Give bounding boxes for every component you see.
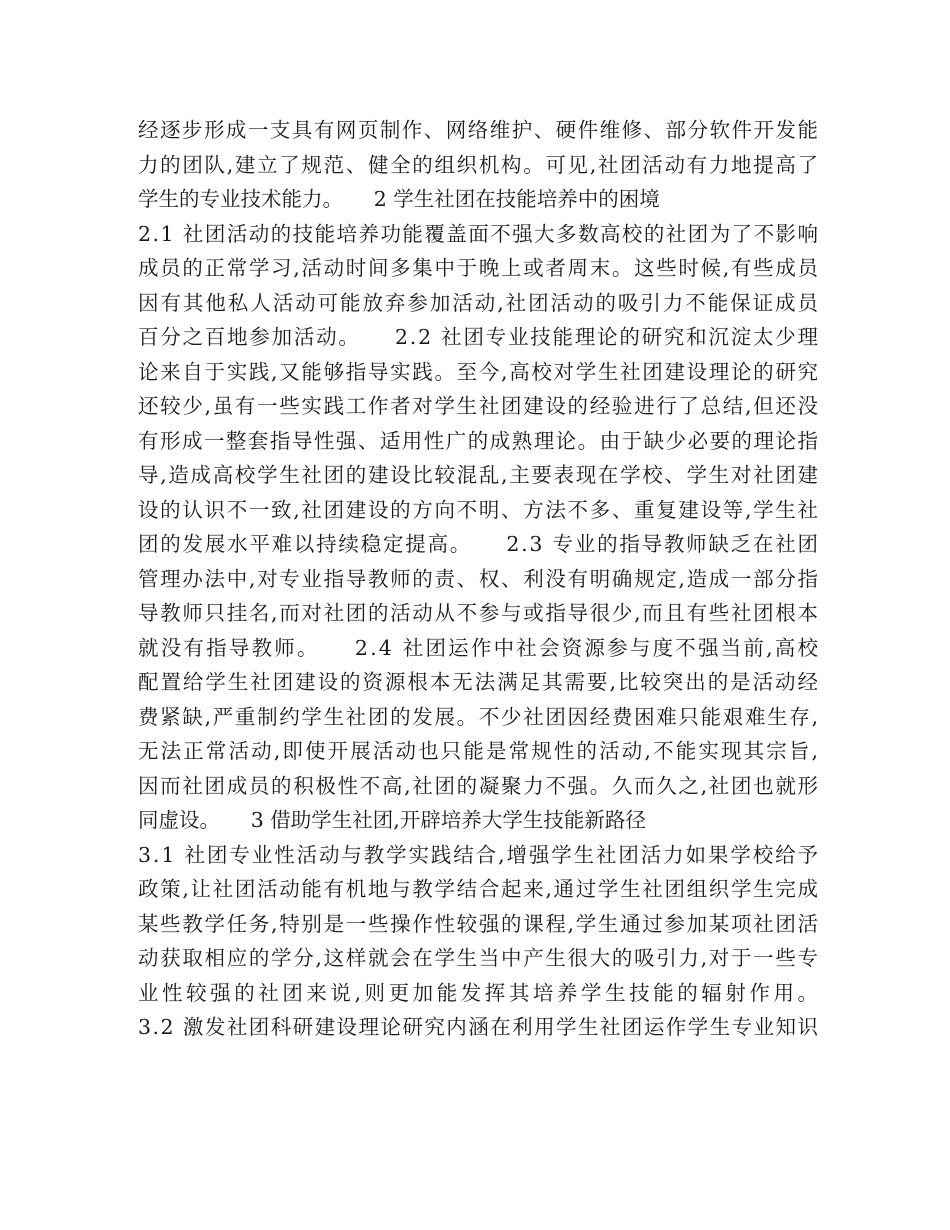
- text-line: 配置给学生社团建设的资源根本无法满足其需要,比较突出的是活动经: [138, 670, 820, 694]
- text-line: 因有其他私人活动可能放弃参加活动,社团活动的吸引力不能保证成员: [138, 290, 820, 315]
- text-line: 团的发展水平难以持续稳定提高。 2.3 专业的指导教师缺乏在社团: [138, 532, 820, 556]
- text-line: 2.1 社团活动的技能培养功能覆盖面不强大多数高校的社团为了不影响: [138, 221, 820, 246]
- text-line: 同虚设。 3 借助学生社团,开辟培养大学生技能新路径: [138, 808, 646, 832]
- text-line: 学生的专业技术能力。 2 学生社团在技能培养中的困境: [138, 187, 660, 211]
- text-line: 政策,让社团活动能有机地与教学结合起来,通过学生社团组织学生完成: [138, 877, 820, 901]
- text-line: 导,造成高校学生社团的建设比较混乱,主要表现在学校、学生对社团建: [138, 463, 820, 487]
- text-line: 有形成一整套指导性强、适用性广的成熟理论。由于缺少必要的理论指: [138, 428, 820, 453]
- text-line: 费紧缺,严重制约学生社团的发展。不少社团因经费困难只能艰难生存,: [138, 704, 820, 729]
- text-line: 业性较强的社团来说,则更加能发挥其培养学生技能的辐射作用。: [138, 980, 822, 1005]
- text-line: 还较少,虽有一些实践工作者对学生社团建设的经验进行了总结,但还没: [138, 394, 820, 418]
- text-line: 因而社团成员的积极性不高,社团的凝聚力不强。久而久之,社团也就形: [138, 773, 820, 798]
- text-line: 设的认识不一致,社团建设的方向不明、方法不多、重复建设等,学生社: [138, 497, 820, 522]
- text-line: 经逐步形成一支具有网页制作、网络维护、硬件维修、部分软件开发能: [138, 118, 820, 142]
- text-line: 3.2 激发社团科研建设理论研究内涵在利用学生社团运作学生专业知识: [138, 1015, 820, 1039]
- text-line: 某些教学任务,特别是一些操作性较强的课程,学生通过参加某项社团活: [138, 911, 820, 936]
- text-line: 百分之百地参加活动。 2.2 社团专业技能理论的研究和沉淀太少理: [138, 325, 820, 349]
- text-line: 动获取相应的学分,这样就会在学生当中产生很大的吸引力,对于一些专: [138, 946, 820, 970]
- text-line: 3.1 社团专业性活动与教学实践结合,增强学生社团活力如果学校给予: [138, 842, 820, 867]
- text-line: 成员的正常学习,活动时间多集中于晚上或者周末。这些时候,有些成员: [138, 256, 820, 280]
- text-line: 力的团队,建立了规范、健全的组织机构。可见,社团活动有力地提高了: [138, 152, 820, 177]
- body-text: [138, 113, 822, 1045]
- text-line: 论来自于实践,又能够指导实践。至今,高校对学生社团建设理论的研究: [138, 359, 820, 384]
- text-line: 导教师只挂名,而对社团的活动从不参与或指导很少,而且有些社团根本: [138, 601, 820, 625]
- text-line: 无法正常活动,即使开展活动也只能是常规性的活动,不能实现其宗旨,: [138, 739, 821, 763]
- text-line: 就没有指导教师。 2.4 社团运作中社会资源参与度不强当前,高校: [138, 635, 821, 660]
- text-line: 管理办法中,对专业指导教师的责、权、利没有明确规定,造成一部分指: [138, 566, 820, 591]
